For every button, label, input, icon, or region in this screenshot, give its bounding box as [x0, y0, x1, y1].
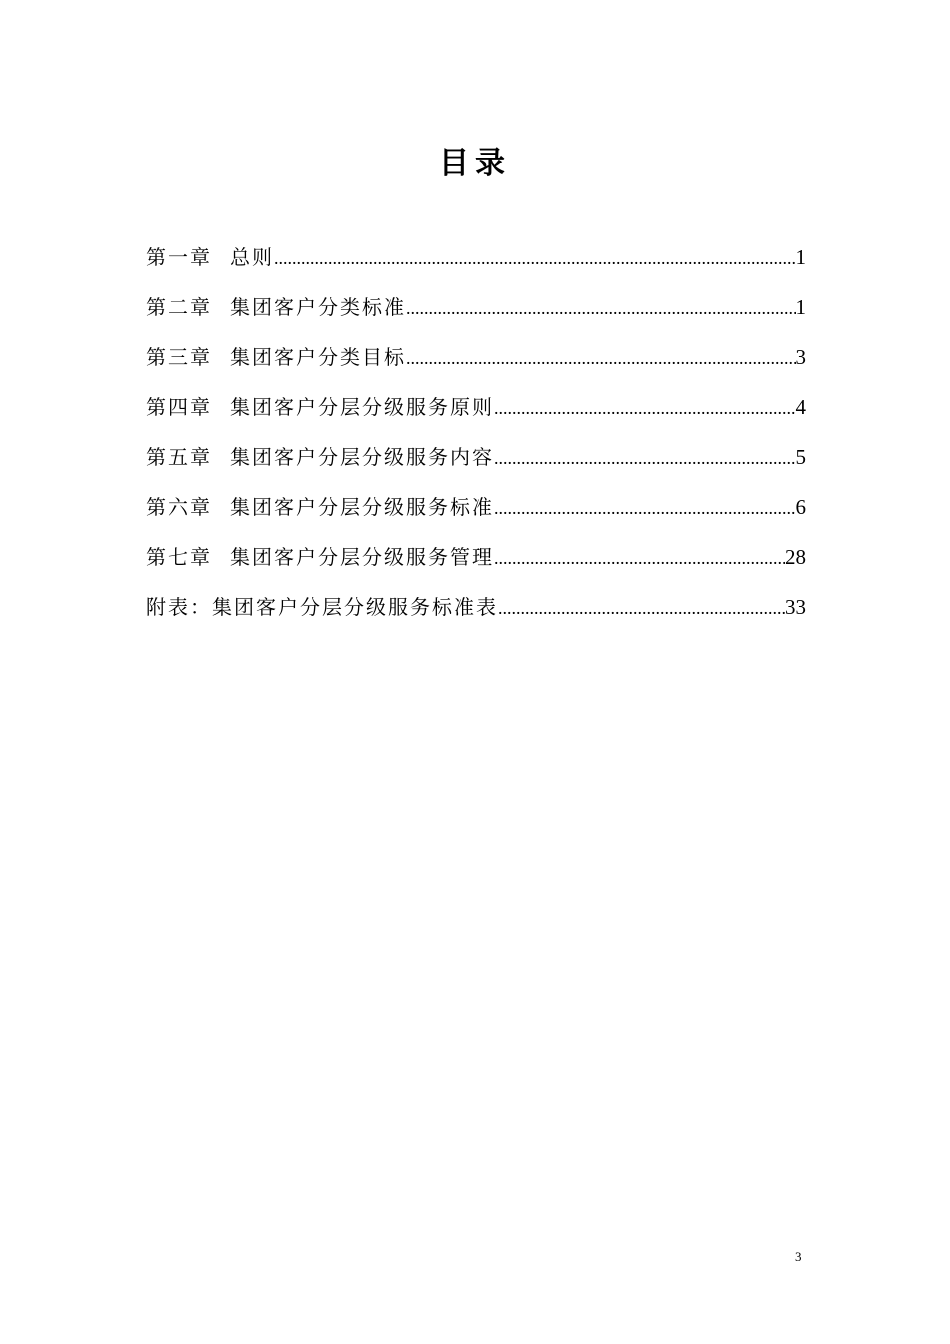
toc-entry-title: 集团客户分层分级服务原则 — [230, 395, 494, 419]
toc-entry[interactable] — [146, 340, 806, 390]
toc-entry-title: 集团客户分层分级服务标准表 — [212, 595, 498, 619]
toc-entry-title: 集团客户分类目标 — [230, 345, 406, 369]
toc-chapter-label: 第七章 — [146, 545, 212, 569]
toc-dot-leader — [406, 291, 796, 325]
toc-entry[interactable] — [146, 240, 806, 290]
toc-chapter-label: 第三章 — [146, 345, 212, 369]
toc-entry[interactable] — [146, 390, 806, 440]
toc-dot-leader — [494, 491, 796, 525]
toc-entry[interactable] — [146, 490, 806, 540]
toc-dot-leader — [494, 541, 785, 575]
toc-chapter-label: 第一章 — [146, 245, 212, 269]
toc-entry-title: 总则 — [230, 245, 274, 269]
toc-chapter-label: 第四章 — [146, 395, 212, 419]
toc-page-number: 28 — [785, 545, 806, 569]
table-of-contents — [146, 240, 806, 640]
page-number: 3 — [795, 1249, 802, 1264]
page-title: 目录 — [439, 146, 511, 181]
toc-chapter-label: 第五章 — [146, 445, 212, 469]
toc-page-number: 4 — [795, 395, 806, 419]
toc-page-number: 5 — [795, 445, 806, 469]
toc-dot-leader — [406, 341, 796, 375]
toc-chapter-label: 附表： — [146, 595, 212, 619]
toc-page-number: 1 — [795, 295, 806, 319]
toc-entry-title: 集团客户分层分级服务标准 — [230, 495, 494, 519]
toc-entry-title: 集团客户分层分级服务管理 — [230, 545, 494, 569]
toc-entry[interactable] — [146, 440, 806, 490]
toc-page-number: 1 — [795, 245, 806, 269]
toc-entry[interactable] — [146, 540, 806, 590]
toc-dot-leader — [494, 391, 796, 425]
toc-entry[interactable] — [146, 590, 806, 640]
toc-page-number: 33 — [785, 595, 806, 619]
toc-dot-leader — [274, 241, 796, 275]
toc-chapter-label: 第六章 — [146, 495, 212, 519]
toc-chapter-label: 第二章 — [146, 295, 212, 319]
toc-dot-leader — [494, 441, 796, 475]
toc-entry-title: 集团客户分层分级服务内容 — [230, 445, 494, 469]
toc-page-number: 6 — [795, 495, 806, 519]
toc-dot-leader — [498, 591, 785, 625]
toc-page-number: 3 — [795, 345, 806, 369]
toc-entry[interactable] — [146, 290, 806, 340]
toc-entry-title: 集团客户分类标准 — [230, 295, 406, 319]
